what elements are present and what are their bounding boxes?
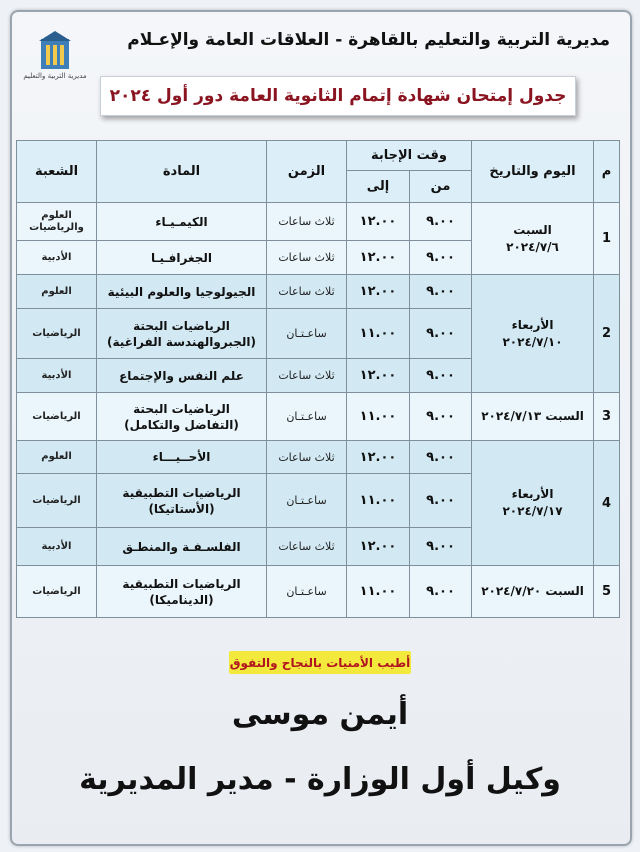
subject [97, 309, 267, 359]
subject-line-2: (الأستاتيكا) [148, 501, 215, 516]
row-number: 4 [594, 441, 620, 566]
section: العلوم [17, 441, 97, 474]
table-row [17, 566, 620, 618]
section: الرياضيات [17, 309, 97, 359]
subject [97, 203, 267, 241]
duration: ساعـتـان [267, 309, 347, 359]
end-time: ١٢.٠٠ [347, 241, 410, 275]
start-time: ٩.٠٠ [410, 241, 472, 275]
subject [97, 566, 267, 618]
day-date-cell [472, 566, 594, 618]
directorate-logo [22, 20, 88, 80]
exam-date: ٢٠٢٤/٧/٦ [506, 239, 559, 254]
subject-line-1: الرياضيات التطبيقية [122, 485, 241, 500]
day-date-cell [472, 393, 594, 441]
table-row [17, 393, 620, 441]
subject-line-2: (التفاضل والتكامل) [124, 417, 239, 432]
col-header-from: من [410, 171, 472, 203]
duration: ثلاث ساعات [267, 275, 347, 309]
duration: ساعـتـان [267, 474, 347, 528]
duration: ساعـتـان [267, 566, 347, 618]
row-number: 1 [594, 203, 620, 275]
section: الأدبية [17, 359, 97, 393]
subject [97, 241, 267, 275]
row-number: 3 [594, 393, 620, 441]
end-time: ١٢.٠٠ [347, 203, 410, 241]
signatory-role: وكيل أول الوزارة - مدير المديرية [79, 762, 561, 797]
signatory-name: أيمن موسى [231, 697, 409, 732]
start-time: ٩.٠٠ [410, 474, 472, 528]
subject-line-1: الفلسـفـة والمنطـق [122, 539, 241, 554]
duration: ثلاث ساعات [267, 241, 347, 275]
col-header-num: م [594, 141, 620, 203]
section: العلوم والرياضيات [17, 203, 97, 241]
table-row [17, 203, 620, 241]
col-header-to: إلى [347, 171, 410, 203]
subject [97, 528, 267, 566]
col-header-answer-time: وقت الإجابة [347, 141, 472, 171]
exam-date: ٢٠٢٤/٧/١٠ [502, 334, 563, 349]
end-time: ١٢.٠٠ [347, 275, 410, 309]
duration: ثلاث ساعات [267, 359, 347, 393]
subject-line-1: الأحــيـــاء [152, 450, 211, 464]
subject [97, 275, 267, 309]
start-time: ٩.٠٠ [410, 393, 472, 441]
end-time: ١٢.٠٠ [347, 528, 410, 566]
section: الرياضيات [17, 566, 97, 618]
duration: ساعـتـان [267, 393, 347, 441]
section: العلوم [17, 275, 97, 309]
duration: ثلاث ساعات [267, 441, 347, 474]
end-time: ١١.٠٠ [347, 566, 410, 618]
subject-line-1: الرياضيات التطبيقية [122, 576, 241, 591]
start-time: ٩.٠٠ [410, 566, 472, 618]
day-name: السبت [513, 222, 552, 237]
section: الأدبية [17, 241, 97, 275]
logo-subtitle: مديرية التربية والتعليم [23, 72, 87, 80]
subject-line-1: الرياضيات البحتة [133, 318, 230, 333]
duration: ثلاث ساعات [267, 528, 347, 566]
row-number: 2 [594, 275, 620, 393]
day-name: السبت ٢٠٢٤/٧/١٣ [481, 409, 584, 423]
start-time: ٩.٠٠ [410, 203, 472, 241]
start-time: ٩.٠٠ [410, 309, 472, 359]
subject-line-1: الجغرافـيـا [150, 250, 213, 265]
subject-line-1: علم النفس والإجتماع [119, 368, 244, 383]
duration: ثلاث ساعات [267, 203, 347, 241]
page-title: جدول إمتحان شهادة إتمام الثانوية العامة دور أول ٢٠٢٤ [100, 76, 576, 116]
row-number: 5 [594, 566, 620, 618]
subject [97, 393, 267, 441]
best-wishes-banner: أطيب الأمنيات بالنجاح والتفوق [229, 651, 411, 674]
col-header-duration: الزمن [267, 141, 347, 203]
end-time: ١٢.٠٠ [347, 441, 410, 474]
subject-line-2: (الجبروالهندسة الفراغية) [107, 334, 256, 349]
start-time: ٩.٠٠ [410, 275, 472, 309]
day-date-cell [472, 203, 594, 275]
building-icon [35, 31, 75, 71]
col-header-day-date: اليوم والتاريخ [472, 141, 594, 203]
subject-line-1: الجيولوجيا والعلوم البيئية [107, 284, 256, 299]
day-name: الأربعاء [511, 487, 554, 501]
day-name: الأربعاء [511, 317, 554, 332]
subject-line-2: (الديناميكا) [149, 592, 214, 607]
end-time: ١١.٠٠ [347, 474, 410, 528]
end-time: ١١.٠٠ [347, 393, 410, 441]
day-date-cell [472, 275, 594, 393]
subject-line-1: الرياضيات البحتة [133, 401, 230, 416]
day-name: السبت ٢٠٢٤/٧/٢٠ [481, 584, 584, 598]
section: الرياضيات [17, 393, 97, 441]
day-date-cell [472, 441, 594, 566]
exam-date: ٢٠٢٤/٧/١٧ [502, 504, 563, 518]
start-time: ٩.٠٠ [410, 528, 472, 566]
col-header-section: الشعبة [17, 141, 97, 203]
start-time: ٩.٠٠ [410, 359, 472, 393]
subject [97, 441, 267, 474]
subject-line-1: الكيمـيـاء [155, 214, 208, 229]
section: الرياضيات [17, 474, 97, 528]
subject [97, 474, 267, 528]
section: الأدبية [17, 528, 97, 566]
start-time: ٩.٠٠ [410, 441, 472, 474]
end-time: ١٢.٠٠ [347, 359, 410, 393]
table-row [17, 275, 620, 309]
end-time: ١١.٠٠ [347, 309, 410, 359]
exam-schedule-table [16, 140, 620, 618]
page-header: مديرية التربية والتعليم بالقاهرة - العلاقات العامة والإعـلام [127, 30, 610, 50]
col-header-subject: المادة [97, 141, 267, 203]
table-row [17, 441, 620, 474]
subject [97, 359, 267, 393]
